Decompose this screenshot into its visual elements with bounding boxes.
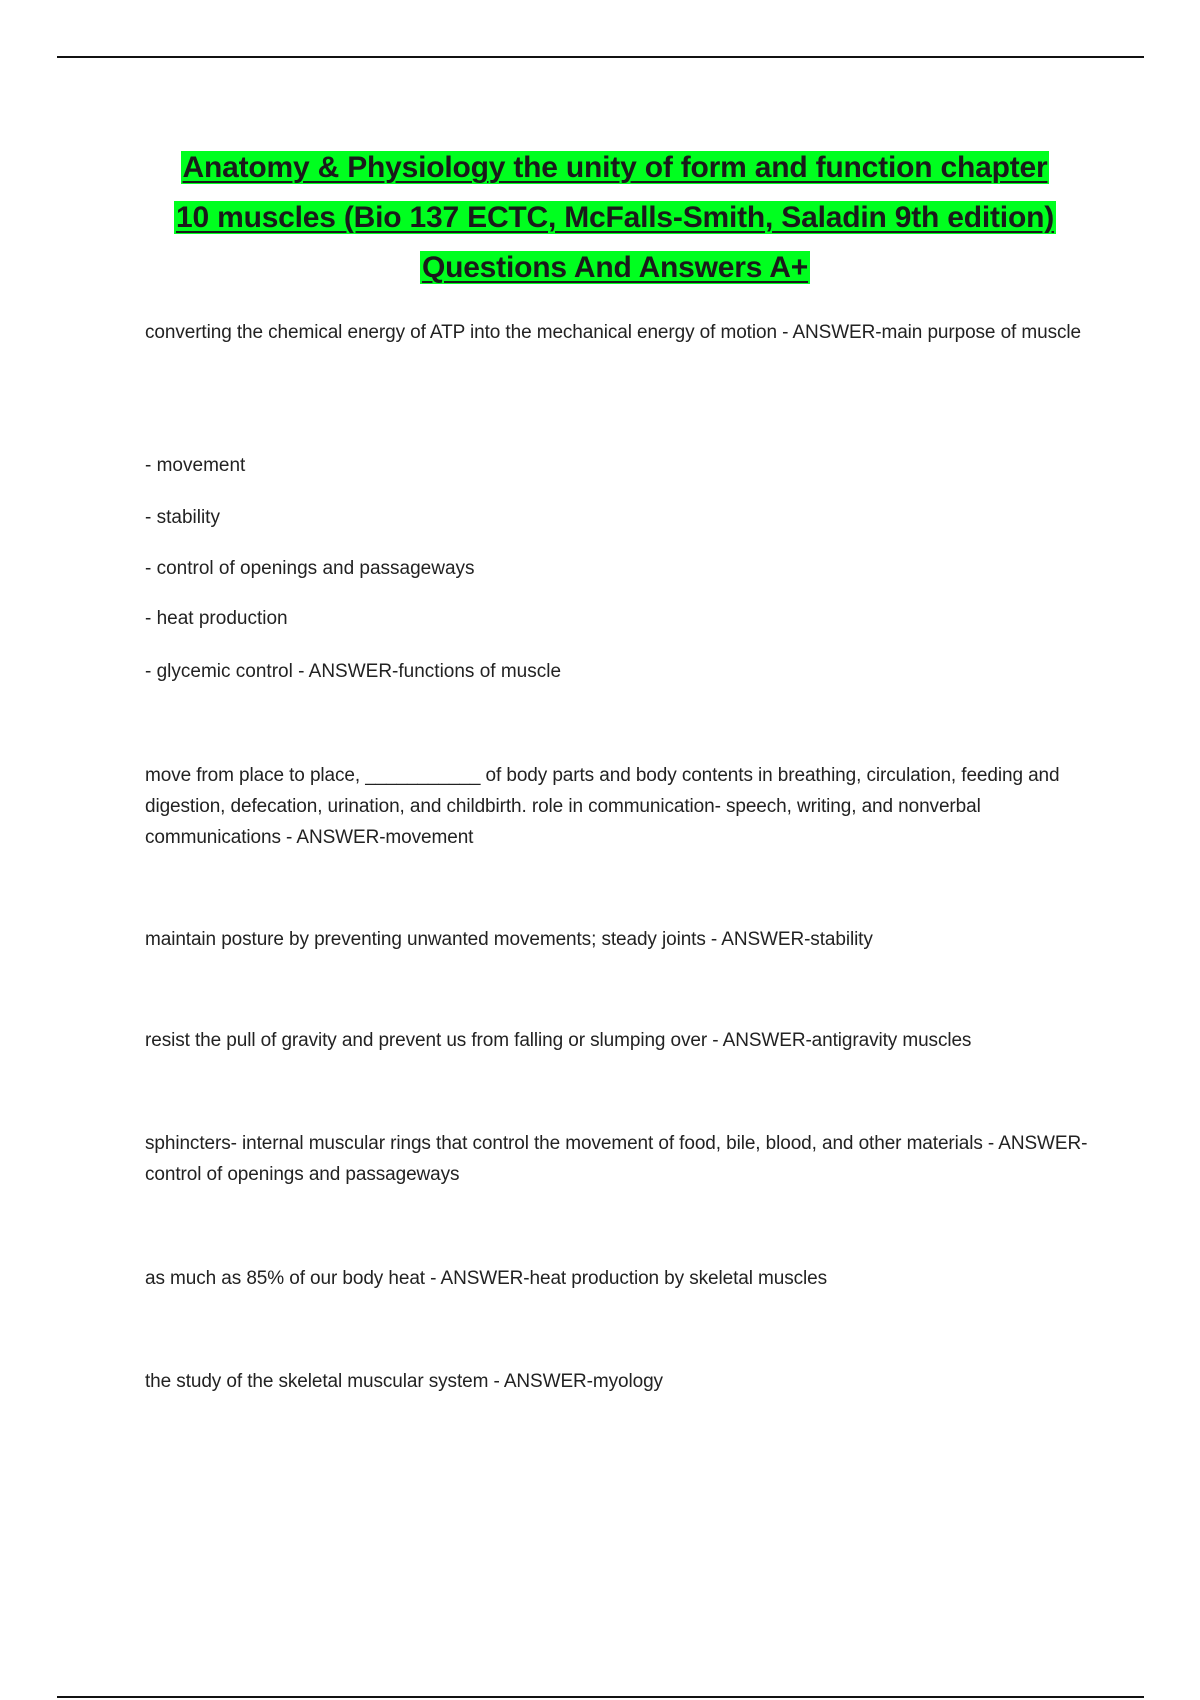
qa-entry-main-purpose: converting the chemical energy of ATP into the mechanical energy of motion - ANSWER-main purpose of muscle: [145, 322, 1081, 343]
qa-entry-antigravity: resist the pull of gravity and prevent us from falling or slumping over - ANSWER-antigravity muscles: [145, 1030, 972, 1051]
title-line-2: 10 muscles (Bio 137 ECTC, McFalls-Smith, Saladin 9th edition): [175, 201, 1054, 234]
qa-entry-myology: the study of the skeletal muscular system - ANSWER-myology: [145, 1371, 663, 1392]
qa-entry-heat: as much as 85% of our body heat - ANSWER-heat production by skeletal muscles: [145, 1268, 828, 1289]
footer-rule: [57, 1696, 1144, 1698]
function-item-glycemic: - glycemic control - ANSWER-functions of muscle: [145, 661, 562, 682]
function-item-stability: - stability: [145, 507, 220, 528]
function-item-movement: - movement: [145, 455, 246, 476]
title-line-3: Questions And Answers A+: [421, 251, 809, 284]
qa-entry-stability: maintain posture by preventing unwanted movements; steady joints - ANSWER-stability: [145, 929, 873, 950]
header-rule: [57, 56, 1144, 58]
qa-entry-openings: sphincters- internal muscular rings that control the movement of food, bile, blood, and other materials - ANSWER-control of openings and passageways: [145, 1133, 1088, 1185]
function-item-heat: - heat production: [145, 608, 288, 629]
function-item-openings: - control of openings and passageways: [145, 558, 475, 579]
title-line-1: Anatomy & Physiology the unity of form and function chapter: [182, 151, 1048, 184]
qa-entry-movement: move from place to place, ___________ of body parts and body contents in breathing, circulation, feeding and digestion, defecation, urination, and childbirth. role in communication- speech, writing, and nonverbal communications - ANSWER-movement: [145, 765, 1060, 848]
document-title: [140, 143, 1090, 293]
